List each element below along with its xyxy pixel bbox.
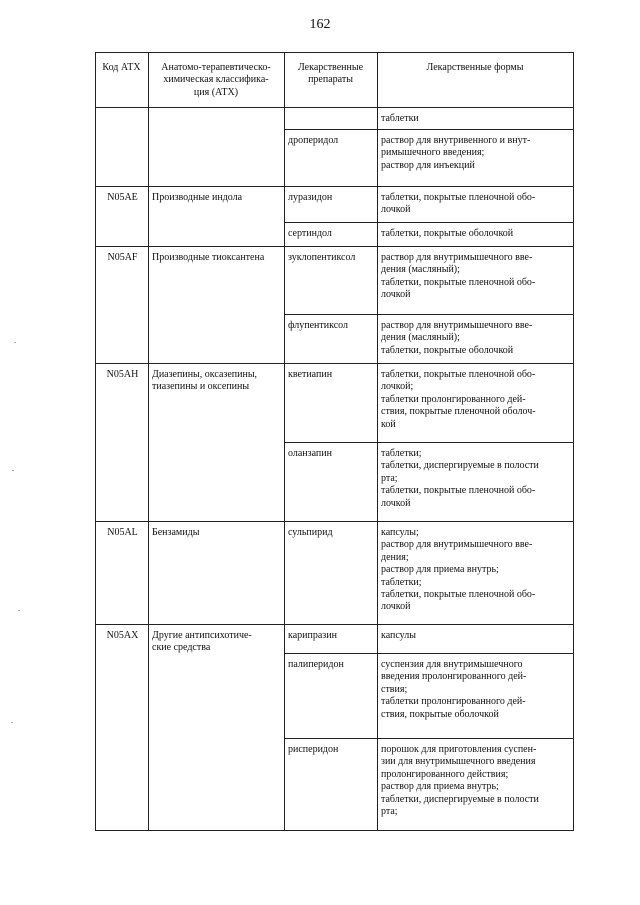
drug-name: кветиапин <box>288 369 333 380</box>
column-divider <box>148 52 149 831</box>
row-divider <box>284 830 574 831</box>
header-forms: Лекарственные формы <box>426 62 524 73</box>
drug-name: луразидон <box>288 192 333 203</box>
dosage-forms: таблетки, покрытые оболочкой <box>381 228 514 239</box>
dosage-forms: капсулы; раствор для внутримышечного вве- дения; раствор для приема внутрь; таблетки; таблетки, покрытые пленочной обо- лочкой <box>381 527 536 613</box>
row-divider <box>284 246 574 247</box>
row-divider <box>284 129 574 130</box>
dosage-forms: таблетки, покрытые пленочной обо- лочкой; таблетки пролонгированного дей- ствия, покрытые пленочной оболоч- кой <box>381 369 536 430</box>
dosage-forms: раствор для внутримышечного вве- дения (масляный); таблетки, покрытые оболочкой <box>381 320 533 356</box>
scan-speck <box>12 470 14 471</box>
row-divider <box>284 186 574 187</box>
group-divider <box>95 246 285 247</box>
dosage-forms: порошок для приготовления суспен- зии для внутримышечного введения пролонгированного действия; раствор для приема внутрь; таблетки, диспергируемые в полости рта; <box>381 744 539 818</box>
group-divider <box>95 830 285 831</box>
atc-code: N05AH <box>106 369 139 380</box>
row-divider <box>284 314 574 315</box>
column-divider <box>95 52 96 831</box>
row-divider <box>284 222 574 223</box>
header-code: Код АТХ <box>102 62 141 73</box>
dosage-forms: таблетки; таблетки, диспергируемые в полости рта; таблетки, покрытые пленочной обо- лочкой <box>381 448 539 509</box>
atc-code: N05AE <box>107 192 138 203</box>
atc-group-name: Диазепины, оксазепины, тиазепины и оксепины <box>152 369 258 393</box>
atc-group-name: Бензамиды <box>152 527 200 538</box>
drug-name: палиперидон <box>288 659 344 670</box>
drug-name: сертиндол <box>288 228 332 239</box>
table-border-top <box>95 52 574 53</box>
dosage-forms: таблетки <box>381 113 419 124</box>
atc-group-name: Производные индола <box>152 192 243 203</box>
dosage-forms: таблетки, покрытые пленочной обо- лочкой <box>381 192 536 216</box>
dosage-forms: раствор для внутримышечного вве- дения (масляный); таблетки, покрытые пленочной обо- лочкой <box>381 252 536 301</box>
row-divider <box>284 624 574 625</box>
row-divider <box>284 521 574 522</box>
row-divider <box>284 442 574 443</box>
atc-code: N05AF <box>107 252 138 263</box>
group-divider <box>95 521 285 522</box>
drug-name: оланзапин <box>288 448 332 459</box>
dosage-forms: суспензия для внутримышечного введения пролонгированного дей- ствия; таблетки пролонгированного дей- ствия, покрытые оболочкой <box>381 659 527 720</box>
group-divider <box>95 363 285 364</box>
page-number: 162 <box>309 17 331 32</box>
scan-speck <box>14 342 16 343</box>
scan-speck <box>11 722 13 723</box>
row-divider <box>284 363 574 364</box>
atc-code: N05AX <box>106 630 139 641</box>
drug-name: карипразин <box>288 630 337 641</box>
row-divider <box>284 738 574 739</box>
dosage-forms: раствор для внутривенного и внут- римышечного введения; раствор для инъекций <box>381 135 531 171</box>
atc-group-name: Производные тиоксантена <box>152 252 265 263</box>
scan-speck <box>18 610 20 611</box>
atc-code: N05AL <box>107 527 138 538</box>
header-drugs: Лекарственные препараты <box>297 62 364 86</box>
drug-name: сульпирид <box>288 527 333 538</box>
drug-name: флупентиксол <box>288 320 348 331</box>
drug-name: рисперидон <box>288 744 339 755</box>
drug-name: дроперидол <box>288 135 339 146</box>
atc-group-name: Другие антипсихотиче- ские средства <box>152 630 252 654</box>
row-divider <box>284 653 574 654</box>
header-classification: Анатомо-терапевтическо- химическая классифика- ция (АТХ) <box>161 62 271 98</box>
drug-name: зуклопентиксол <box>288 252 356 263</box>
header-divider <box>95 107 574 108</box>
dosage-forms: капсулы <box>381 630 416 641</box>
group-divider <box>95 624 285 625</box>
group-divider <box>95 186 285 187</box>
